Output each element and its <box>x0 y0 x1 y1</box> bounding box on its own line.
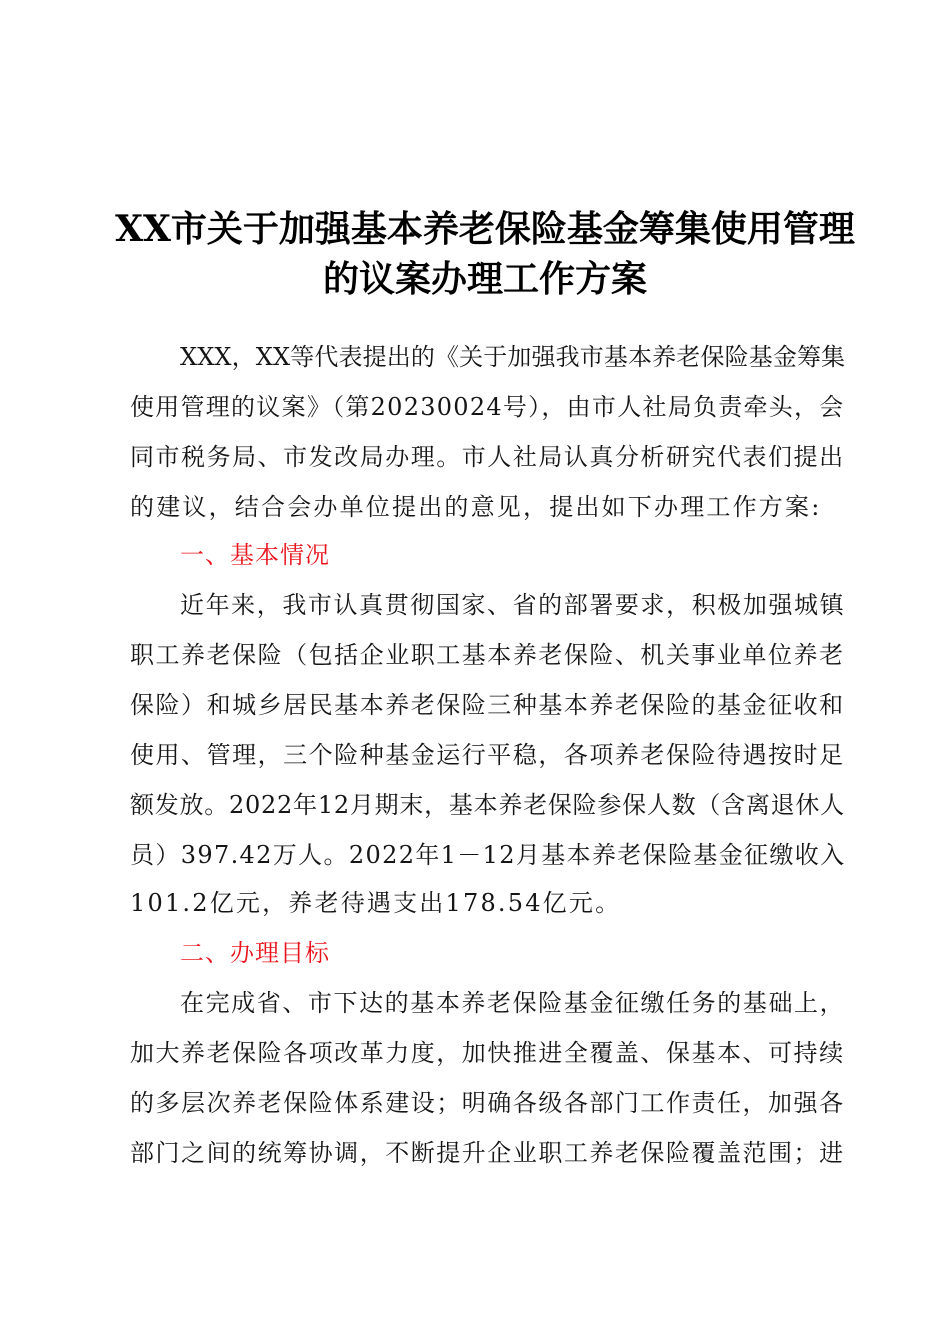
section2-line-3: 的多层次养老保险体系建设；明确各级各部门工作责任，加强各 <box>130 1089 845 1117</box>
section1-line-4: 使用、管理，三个险种基金运行平稳，各项养老保险待遇按时足 <box>130 741 845 769</box>
section1-line-3: 保险）和城乡居民基本养老保险三种基本养老保险的基金征收和 <box>130 691 845 719</box>
section1-line-1: 近年来，我市认真贯彻国家、省的部署要求，积极加强城镇 <box>180 591 846 619</box>
intro-line-4: 的建议，结合会办单位提出的意见，提出如下办理工作方案: <box>130 493 822 521</box>
document-title-line2: 的议案办理工作方案 <box>322 258 647 300</box>
section2-heading: 二、办理目标 <box>180 939 330 967</box>
intro-line-2: 使用管理的议案》（第20230024号），由市人社局负责牵头，会 <box>130 393 845 421</box>
section2-line-1: 在完成省、市下达的基本养老保险基金征缴任务的基础上， <box>180 989 846 1017</box>
document-title-line1: XX市关于加强基本养老保险基金筹集使用管理 <box>115 208 855 250</box>
section2-line-4: 部门之间的统筹协调，不断提升企业职工养老保险覆盖范围；进 <box>130 1139 845 1167</box>
intro-line-1: XXX，XX等代表提出的《关于加强我市基本养老保险基金筹集 <box>180 343 846 371</box>
section2-line-2: 加大养老保险各项改革力度，加快推进全覆盖、保基本、可持续 <box>130 1039 845 1067</box>
section1-line-5: 额发放。2022年12月期末，基本养老保险参保人数（含离退休人 <box>130 791 845 819</box>
section1-line-6: 员）397.42万人。2022年1－12月基本养老保险基金征缴收入 <box>130 841 846 869</box>
section1-line-2: 职工养老保险（包括企业职工基本养老保险、机关事业单位养老 <box>130 641 845 669</box>
section1-line-7: 101.2亿元，养老待遇支出178.54亿元。 <box>130 889 622 917</box>
intro-line-3: 同市税务局、市发改局办理。市人社局认真分析研究代表们提出 <box>130 443 845 471</box>
section1-heading: 一、基本情况 <box>180 541 330 569</box>
